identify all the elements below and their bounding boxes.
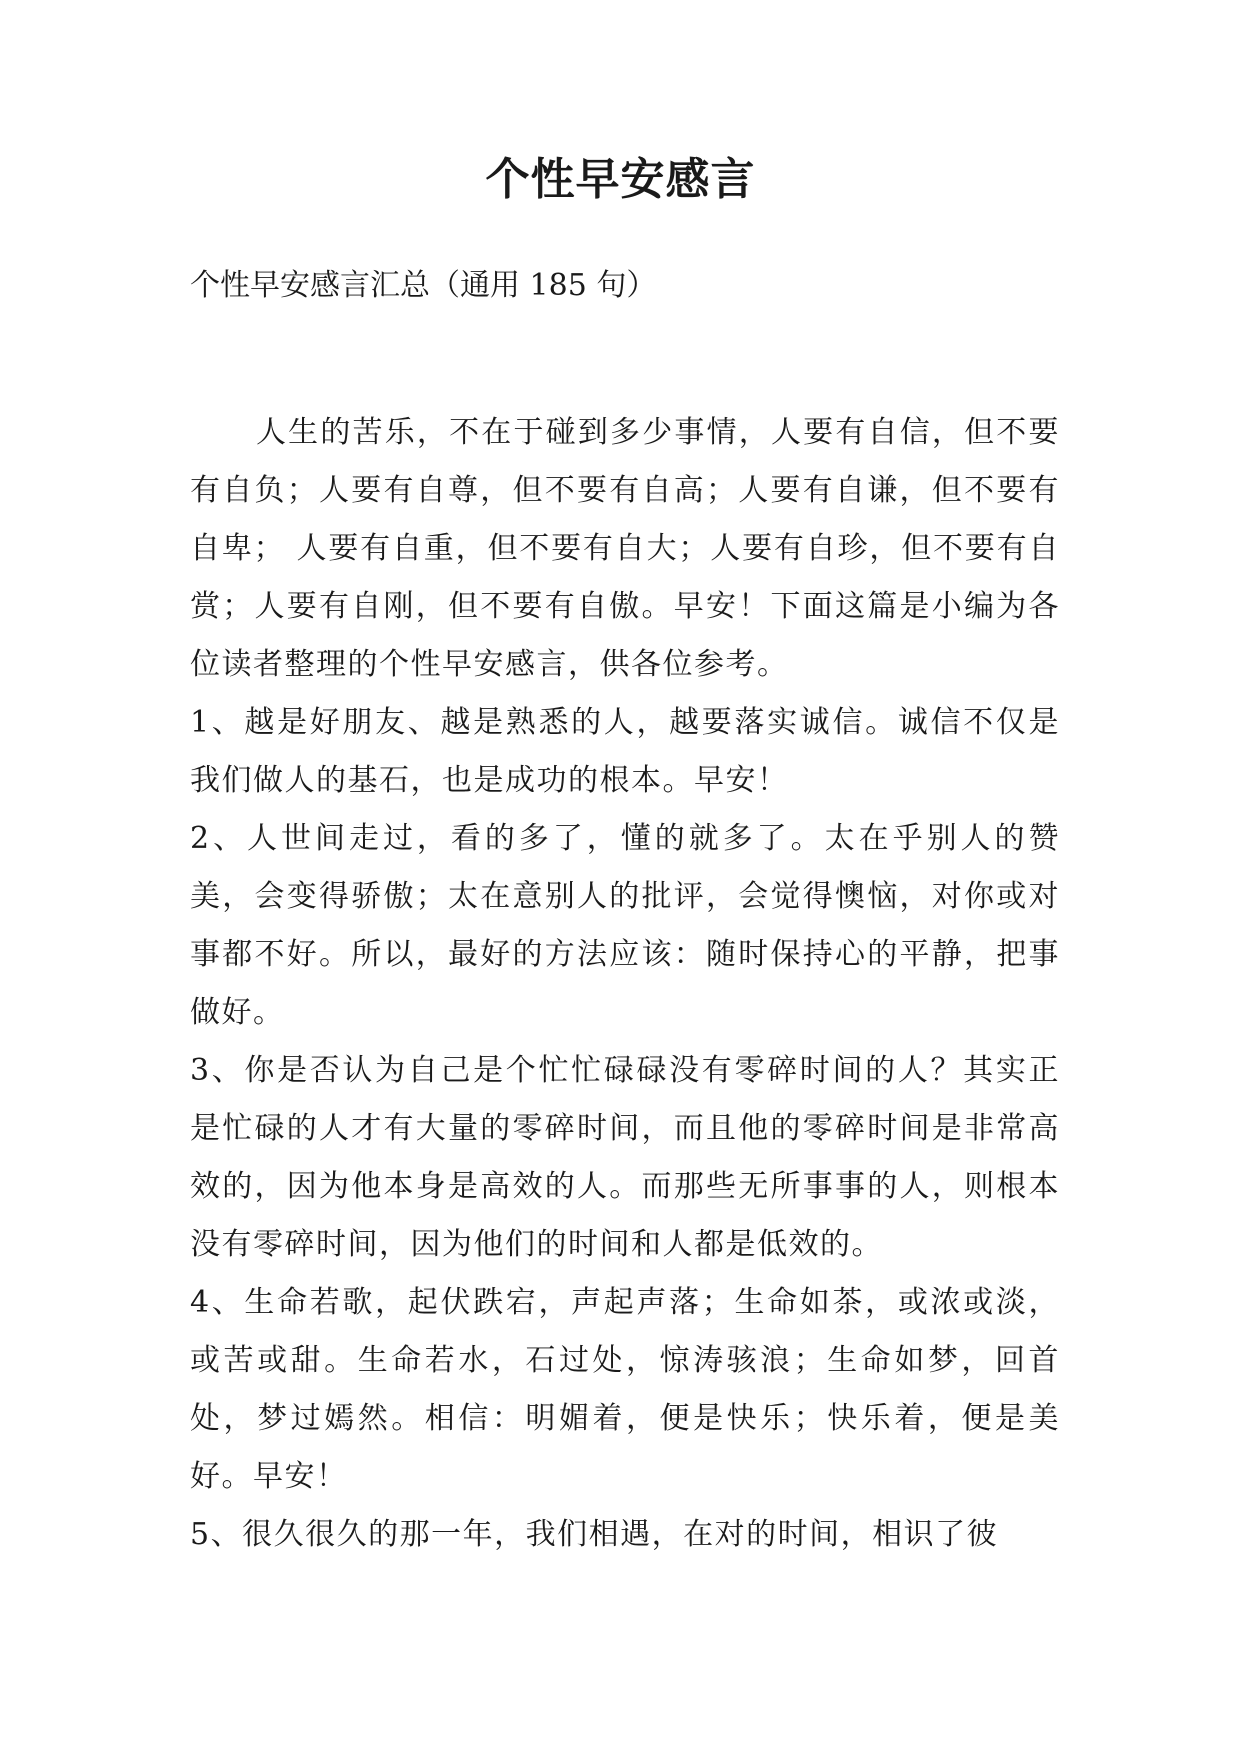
document-title: 个性早安感言	[485, 154, 756, 205]
document-body	[190, 404, 1060, 1564]
intro-paragraph: 人生的苦乐，不在于碰到多少事情，人要有自信，但不要有自负；人要有自尊，但不要有自高；人要有自谦，但不要有自卑； 人要有自重，但不要有自大；人要有自珍，但不要有自赏；人要有自刚，但不要有自傲。早安！下面这篇是小编为各位读者整理的个性早安感言，供各位参考。	[190, 415, 1060, 682]
list-item: 2、人世间走过，看的多了，懂的就多了。太在乎别人的赞美，会变得骄傲；太在意别人的批评，会觉得懊恼，对你或对事都不好。所以，最好的方法应该：随时保持心的平静，把事做好。	[190, 821, 1060, 1030]
list-item: 5、很久很久的那一年，我们相遇，在对的时间，相识了彼	[190, 1517, 999, 1552]
document-subtitle: 个性早安感言汇总（通用 185 句）	[190, 268, 657, 303]
list-item: 1、越是好朋友、越是熟悉的人，越要落实诚信。诚信不仅是我们做人的基石，也是成功的根本。早安！	[190, 705, 1060, 798]
list-item: 3、你是否认为自己是个忙忙碌碌没有零碎时间的人？其实正是忙碌的人才有大量的零碎时间，而且他的零碎时间是非常高效的，因为他本身是高效的人。而那些无所事事的人，则根本没有零碎时间，因为他们的时间和人都是低效的。	[190, 1053, 1060, 1262]
list-item: 4、生命若歌，起伏跌宕，声起声落；生命如茶，或浓或淡，或苦或甜。生命若水，石过处，惊涛骇浪；生命如梦，回首处，梦过嫣然。相信：明媚着，便是快乐；快乐着，便是美好。早安！	[190, 1285, 1060, 1494]
